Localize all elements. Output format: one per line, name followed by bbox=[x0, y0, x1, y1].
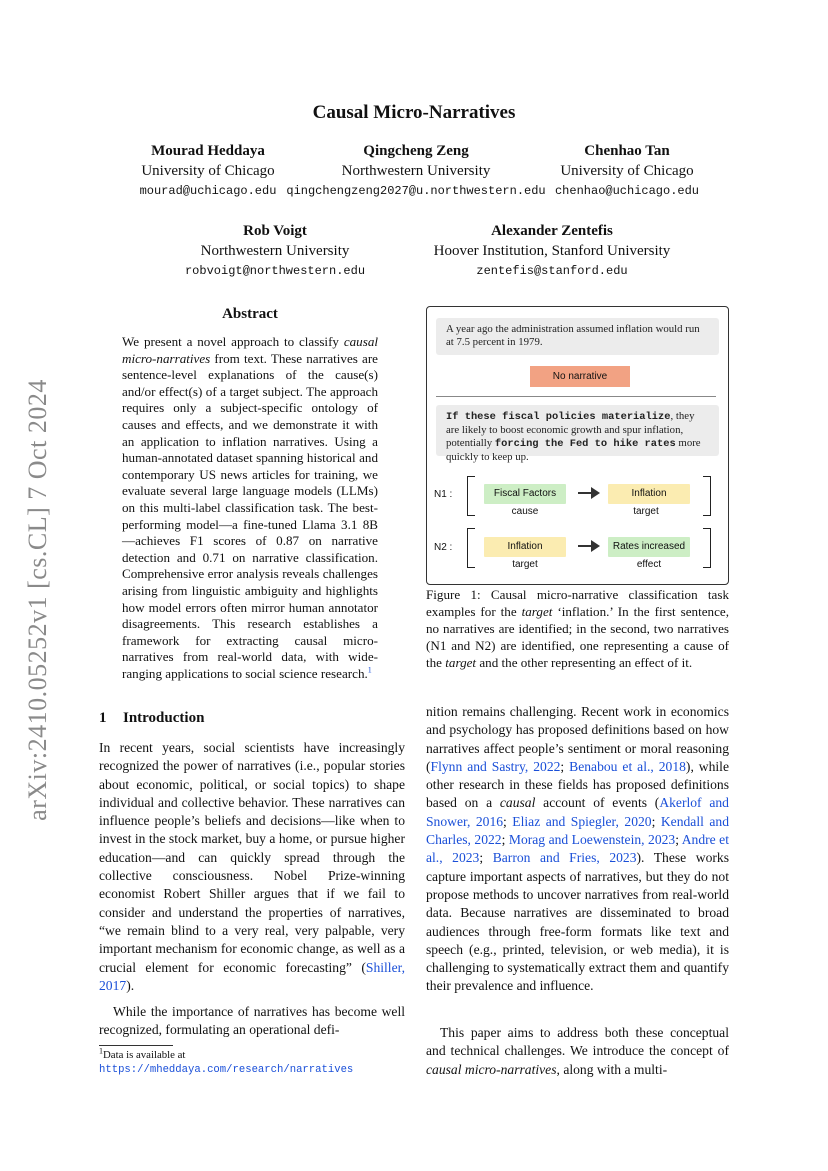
author-email: robvoigt@northwestern.edu bbox=[184, 264, 366, 278]
citation-link[interactable]: Akerlof and Snower, 2016 bbox=[426, 795, 729, 829]
citation-link[interactable]: Kendall and Charles, 2022 bbox=[426, 813, 729, 848]
author-affiliation: University of Chicago bbox=[141, 163, 275, 179]
intro-paragraph: While the importance of narratives has become well recognized, formulating an operational defi- bbox=[99, 1004, 405, 1038]
author-name: Mourad Heddaya bbox=[151, 143, 265, 159]
example-sentence-1: A year ago the administration assumed inflation would run at 7.5 percent in 1979. bbox=[436, 318, 719, 355]
author-name: Qingcheng Zeng bbox=[363, 143, 469, 159]
intro-paragraph: In recent years, social scientists have increasingly recognized the power of narratives (i.e., popular stories about economic, political, or social topics) to shape individual and collective behavior. These narratives can influence people’s beliefs and decisions—like when to invest in the stock market, buy a home, or pursue higher education—and can quickly spread through the collective consciousness. Nobel Prize-winning economist Robert Shiller argues that if we fail to consider and understand the properties of narratives, “we remain blind to a very real, very palpable, very important mechanism for economic change, as well as a crucial element for economic forecasting” (Shiller, 2017). bbox=[99, 740, 405, 993]
cause-chip: Fiscal Factors bbox=[484, 484, 566, 504]
author-affiliation: Northwestern University bbox=[200, 243, 350, 259]
left-bracket bbox=[467, 528, 475, 568]
author-name: Rob Voigt bbox=[243, 223, 307, 239]
author-block bbox=[540, 142, 714, 201]
figure-caption: Figure 1: Causal micro-narrative classification task examples for the target ‘inflation.’ In the first sentence, no narratives are identified; in the second, two narratives (N1 and N2) are identified, one representing a cause of the target and the other representing an effect of it. bbox=[426, 587, 729, 670]
figure-divider bbox=[436, 396, 716, 397]
narrative-label: N1 : bbox=[434, 489, 453, 500]
citation-link[interactable]: Barron and Fries, 2023 bbox=[492, 850, 637, 866]
abstract-heading: Abstract bbox=[222, 306, 278, 322]
effect-chip: Rates increased bbox=[608, 537, 690, 557]
footnote-divider bbox=[99, 1045, 173, 1046]
author-block bbox=[175, 222, 375, 281]
body-paragraph: nition remains challenging. Recent work in economics and psychology has proposed definitions based on how narratives affect people’s sentiment or moral reasoning (Flynn and Sastry, 2022; Benabou et al., 2018), while other research in these fields has proposed definitions based on a causal account of events (Akerlof and Snower, 2016; Eliaz and Spiegler, 2020; Kendall and Charles, 2022; Morag and Loewenstein, 2023; Andre et al., 2023; Barron and Fries, 2023). These works capture important aspects of narratives, but they do not propose methods to uncover narratives from real-world data. Because narratives are disseminated to broad audiences through free-form formats like text and speech (e.g., printed, television, or web media), it is challenging to systematically extract them and quantify their prevalence and influence. bbox=[426, 704, 729, 994]
arxiv-sidebar-stamp: arXiv:2410.05252v1 [cs.CL] 7 Oct 2024 bbox=[23, 379, 52, 821]
arrow-icon bbox=[578, 540, 600, 552]
author-affiliation: University of Chicago bbox=[560, 163, 694, 179]
author-block bbox=[118, 142, 298, 201]
citation-link[interactable]: Morag and Loewenstein, 2023 bbox=[508, 832, 676, 848]
no-narrative-chip: No narrative bbox=[530, 366, 630, 387]
author-email: zentefis@stanford.edu bbox=[476, 264, 628, 278]
narrative-label: N2 : bbox=[434, 542, 453, 553]
role-label: target bbox=[633, 506, 659, 517]
role-label: effect bbox=[636, 559, 662, 570]
author-name: Alexander Zentefis bbox=[491, 223, 613, 239]
citation-link[interactable]: Shiller, 2017 bbox=[99, 959, 405, 993]
citation-link[interactable]: Eliaz and Spiegler, 2020 bbox=[512, 813, 652, 829]
citation-link[interactable]: Benabou et al., 2018 bbox=[569, 758, 686, 774]
author-email: qingchengzeng2027@u.northwestern.edu bbox=[286, 184, 546, 198]
body-paragraph: This paper aims to address both these conceptual and technical challenges. We introduce the concept of causal micro-narratives, along with a multi- bbox=[426, 1025, 729, 1077]
footnote-mark[interactable]: 1 bbox=[367, 665, 372, 675]
author-email: mourad@uchicago.edu bbox=[139, 184, 277, 198]
left-bracket bbox=[467, 476, 475, 516]
target-chip: Inflation bbox=[484, 537, 566, 557]
section-heading: 1 Introduction bbox=[99, 710, 205, 726]
right-bracket bbox=[703, 476, 711, 516]
footnote: $^1$Data is available at https://mheddaya.com/research/narratives bbox=[99, 1046, 354, 1076]
example-sentence-2: If these fiscal policies materialize, they are likely to boost economic growth and spur inflation, potentially forcing the Fed to hike rates more quickly to keep up. bbox=[436, 405, 719, 456]
paper-title: Causal Micro-Narratives bbox=[312, 102, 516, 123]
role-label: cause bbox=[511, 506, 539, 517]
author-name: Chenhao Tan bbox=[584, 143, 670, 159]
footnote-url-link[interactable]: https://mheddaya.com/research/narratives bbox=[99, 1064, 354, 1076]
citation-link[interactable]: Flynn and Sastry, 2022 bbox=[430, 758, 561, 774]
author-block bbox=[410, 222, 694, 281]
author-email: chenhao@uchicago.edu bbox=[554, 184, 700, 198]
abstract-body: We present a novel approach to classify causal micro-narratives from text. These narratives are sentence-level explanations of the cause(s) and/or effect(s) of a target subject. The approach requires only a subject-specific ontology of causes and effects, and we demonstrate it with an application to inflation narratives. Using a human-annotated dataset spanning historical and contemporary US news articles for training, we evaluate several large language models (LLMs) on this multi-label classification task. The best-performing model—a fine-tuned Llama 3.1 8B—achieves F1 scores of 0.87 on narrative detection and 0.71 on narrative classification. Comprehensive error analysis reveals challenges arising from linguistic ambiguity and highlights how model errors often mirror human annotator disagreements. This research establishes a framework for extracting causal micro-narratives from real-world data, with wide-ranging applications to social science research.$^1$ bbox=[122, 334, 378, 681]
author-block bbox=[278, 142, 554, 201]
author-affiliation: Hoover Institution, Stanford University bbox=[433, 243, 671, 259]
right-bracket bbox=[703, 528, 711, 568]
role-label: target bbox=[512, 559, 538, 570]
citation-link[interactable]: Andre et al., 2023 bbox=[426, 832, 729, 866]
arrow-icon bbox=[578, 487, 600, 499]
target-chip: Inflation bbox=[608, 484, 690, 504]
author-affiliation: Northwestern University bbox=[341, 163, 491, 179]
